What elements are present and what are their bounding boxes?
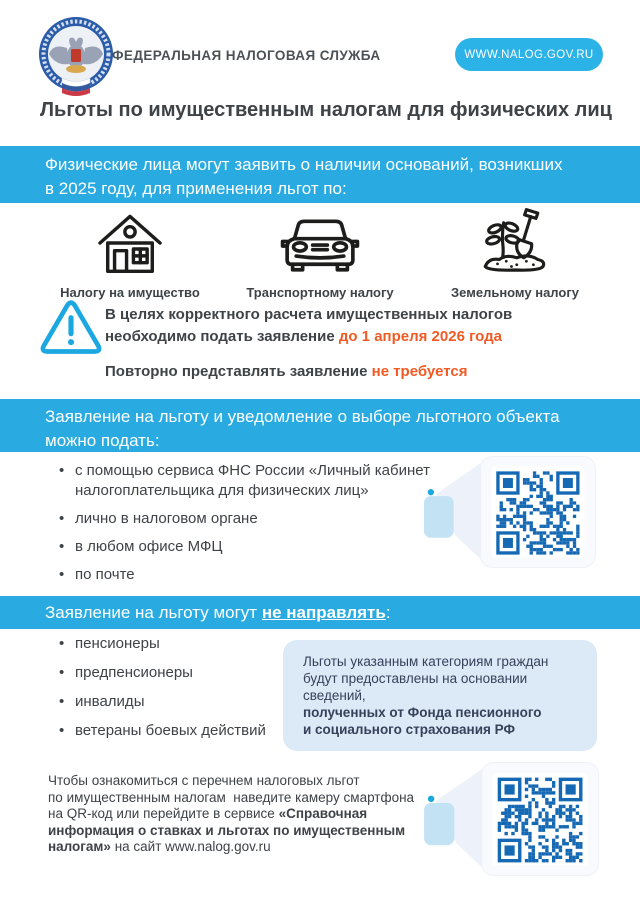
- list-item: [58, 663, 266, 683]
- org-name: ФЕДЕРАЛЬНАЯ НАЛОГОВАЯ СЛУЖБА: [112, 48, 381, 63]
- tax-type-land: [415, 207, 615, 300]
- info-box-line4: и социального страхования РФ: [303, 722, 515, 737]
- exempt-banner: [0, 596, 640, 629]
- warning-line3-text: Повторно представлять заявление: [105, 363, 372, 380]
- category-text: ветераны боевых действий: [75, 722, 266, 739]
- info-box-line2: будут предоставлены на основании сведений,: [303, 671, 528, 703]
- qr-panel-personal-account: [418, 452, 636, 572]
- list-item: [58, 692, 266, 712]
- footer-line1: Чтобы ознакомиться с перечнем налоговых льгот: [48, 773, 360, 788]
- footer-line5: [48, 839, 414, 856]
- tax-type-transport: [220, 207, 420, 300]
- footer-line3: [48, 806, 414, 823]
- footer-line3-normal: на QR-код или перейдите в сервисе: [48, 806, 279, 821]
- option-text: лично в налоговом органе: [75, 510, 258, 527]
- list-item: [58, 721, 266, 741]
- warning-line1: В целях корректного расчета имущественных налогов: [105, 306, 513, 323]
- smartphone-icon: [424, 496, 454, 538]
- footer-note: [48, 773, 414, 856]
- submit-options-list: [58, 461, 438, 593]
- exempt-banner-suffix: :: [385, 603, 391, 622]
- submit-banner: [0, 399, 640, 452]
- option-text: в любом офисе МФЦ: [75, 538, 223, 555]
- smartphone-icon: [424, 803, 454, 845]
- fns-emblem-icon: [36, 14, 116, 98]
- list-item: [58, 537, 438, 557]
- list-item: [58, 565, 438, 585]
- camera-dot-icon: [428, 489, 434, 495]
- warning-line2: [105, 326, 512, 348]
- tax-type-property: [30, 207, 230, 300]
- warning-icon: [40, 298, 102, 358]
- footer-line5-bold: налогам»: [48, 839, 111, 854]
- qr-panel-reference-service: [418, 758, 640, 880]
- category-text: инвалиды: [75, 693, 145, 710]
- warning-deadline: до 1 апреля 2026 года: [338, 328, 502, 345]
- footer-line2: по имущественным налогам наведите камеру смартфона: [48, 789, 415, 805]
- warning-not-required: не требуется: [371, 363, 468, 380]
- intro-banner-line1: Физические лица могут заявить о наличии оснований, возникших: [45, 155, 563, 174]
- info-box-line3: полученных от Фонда пенсионного: [303, 705, 542, 720]
- option-text: по почте: [75, 566, 135, 583]
- site-url-button[interactable]: WWW.NALOG.GOV.RU: [455, 38, 603, 71]
- house-icon: [30, 207, 230, 277]
- list-item: [58, 461, 438, 501]
- warning-line2-text: необходимо подать заявление: [105, 328, 339, 345]
- submit-banner-line1: Заявление на льготу и уведомление о выборе льготного объекта: [45, 407, 560, 426]
- intro-banner-line2: в 2025 году, для применения льгот по:: [45, 179, 347, 198]
- camera-dot-icon: [428, 796, 434, 802]
- shovel-icon: [415, 207, 615, 277]
- option-text: с помощью сервиса ФНС России «Личный кабинет налогоплательщика для физических лиц»: [75, 462, 430, 499]
- footer-line4: информация о ставках и льготах по имущественным: [48, 822, 406, 838]
- exempt-banner-underlined: не направлять: [261, 603, 386, 622]
- info-box: [283, 640, 597, 751]
- list-item: [58, 509, 438, 529]
- car-icon: [220, 207, 420, 277]
- footer-line5-normal: на сайт www.nalog.gov.ru: [110, 839, 271, 854]
- footer-line3-bold: «Справочная: [278, 806, 368, 821]
- tax-type-label: Земельному налогу: [451, 285, 579, 300]
- exempt-banner-prefix: Заявление на льготу могут: [45, 603, 262, 622]
- intro-banner: [0, 146, 640, 203]
- fns-logo: [36, 14, 116, 98]
- list-item: [58, 634, 266, 654]
- submit-banner-line2: можно подать:: [45, 431, 160, 450]
- tax-type-label: Транспортному налогу: [246, 285, 394, 300]
- page-title: Льготы по имущественным налогам для физических лиц: [40, 99, 612, 121]
- info-box-line1: Льготы указанным категориям граждан: [303, 654, 549, 669]
- category-text: пенсионеры: [75, 635, 160, 652]
- tax-type-label: Налогу на имущество: [60, 285, 200, 300]
- warning-line3: [105, 361, 512, 383]
- category-text: предпенсионеры: [75, 664, 193, 681]
- warning-text: [105, 304, 512, 383]
- exempt-categories-list: [58, 634, 266, 750]
